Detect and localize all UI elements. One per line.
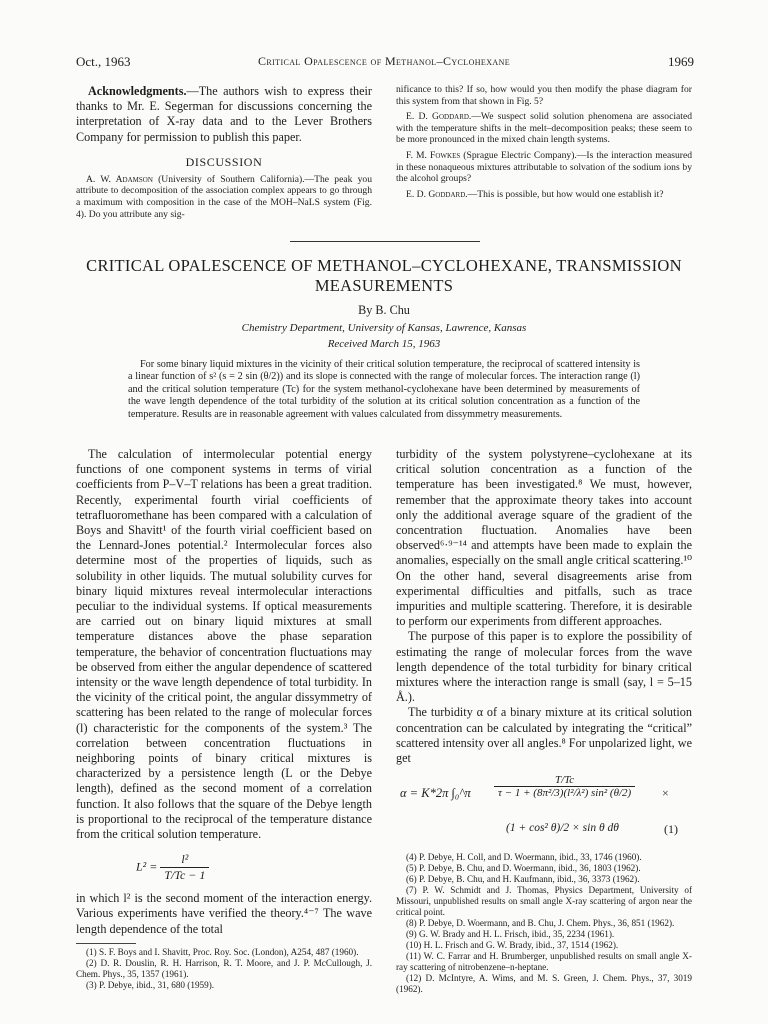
discussion-goddard-2: [396, 189, 692, 201]
equation-turbidity: [396, 772, 692, 850]
body-paragraph-turbidity: turbidity of the system polystyrene–cyclohexane at its critical solution concentration as a function of the temperature has been investigated.⁸ We must, however, remember that the approximate theory takes into account only the additional average square of the gradient of the concentration fluctuation. Anomalies have been observed⁶·⁹⁻¹⁴ and attempts have been made to explain the anomalies, especially on the small angle critical scattering.¹⁰ On the other hand, several disagreements arise from experimental difficulties and pitfalls, such as trace impurities and multiple scattering. Therefore, it is desirable to perform our experiments from different approaches.: [396, 447, 692, 629]
prev-article-left-column: [76, 84, 372, 224]
article-affiliation: Chemistry Department, University of Kansas, Lawrence, Kansas: [241, 322, 527, 334]
body-paragraph-turbidity-calc: The turbidity α of a binary mixture at its critical solution concentration can be calculated by integrating the “critical” scattered intensity over all angles.⁸ For unpolarized light, we get: [396, 705, 692, 766]
equation-numerator: l²: [160, 852, 209, 868]
discussion-fowkes: [396, 150, 692, 185]
footnote: (5) P. Debye, B. Chu, and D. Woermann, ibid., 36, 1803 (1962).: [406, 863, 641, 874]
footnote: (11) W. C. Farrar and H. Brumberger, unpublished results on small angle X-ray scattering of nitrobenzene–n-heptane.: [396, 951, 692, 973]
footnote: (10) H. L. Frisch and G. W. Brady, ibid., 37, 1514 (1962).: [406, 940, 619, 951]
footnotes-right: [396, 852, 692, 995]
article-separator-rule: [290, 241, 480, 242]
discussion-text: (Sprague Electric Company).—Is the interaction measured in these nonaqueous mixtures attributable to solvation of the sodium ions by the alcohol groups?: [396, 149, 692, 185]
body-paragraph-continued: in which l² is the second moment of the interaction energy. Various experiments have verified the theory.⁴⁻⁷ The wave length dependence of the total: [76, 891, 372, 936]
received-date: Received March 15, 1963: [327, 338, 441, 350]
equation-fraction: [160, 852, 209, 883]
footnotes-left: [76, 947, 372, 991]
discussion-text: .—This is possible, but how would one establish it?: [465, 188, 664, 200]
footnote: (6) P. Debye, B. Chu, and H. Kaufmann, ibid., 36, 3373 (1962).: [406, 874, 640, 885]
equation-number: (1): [664, 822, 678, 837]
page-number: 1969: [668, 54, 694, 69]
footnote: (7) P. W. Schmidt and J. Thomas, Physics Department, University of Missouri, unpublished results on small angle X-ray scattering of argon near the critical point.: [396, 885, 692, 918]
discussion-adamson: [76, 174, 372, 220]
equation-line-2: (1 + cos² θ)/2 × sin θ dθ: [506, 822, 619, 835]
equation-fraction: [494, 774, 635, 799]
footnote: (4) P. Debye, H. Coll, and D. Woermann, ibid., 33, 1746 (1960).: [406, 852, 642, 863]
footnote: (1) S. F. Boys and I. Shavitt, Proc. Roy. Soc. (London), A254, 487 (1960).: [86, 946, 359, 957]
acknowledgments-label: Acknowledgments.: [88, 84, 187, 98]
discussion-text: (University of Southern California).—The peak you attribute to decomposition of the association complex appears to go through a maximum with composition in the case of the MOH–NaLS system (Fig. 4). Do you attribute any sig-: [76, 173, 372, 220]
footnote: (3) P. Debye, ibid., 31, 680 (1959).: [86, 979, 215, 990]
discussion-adamson-cont: nificance to this? If so, how would you then modify the phase diagram for this system from that shown in Fig. 5?: [396, 84, 692, 107]
speaker-name: E. D. Goddard: [406, 111, 469, 123]
speaker-name: F. M. Fowkes: [406, 149, 461, 161]
acknowledgments-paragraph: [76, 84, 372, 145]
equation-numerator: T/Tc: [494, 774, 635, 787]
footnote: (12) D. McIntyre, A. Wims, and M. S. Green, J. Chem. Phys., 37, 3019 (1962).: [396, 973, 692, 995]
body-paragraph-purpose: The purpose of this paper is to explore the possibility of estimating the range of molecular forces from the wave length dependence of the total turbidity for binary critical mixtures where the interaction range is small (say, l = 5–15 Å.).: [396, 629, 692, 705]
speaker-name: E. D. Goddard: [406, 188, 466, 200]
equation-denominator: τ − 1 + (8π²/3)(l²/λ²) sin² (θ/2): [498, 787, 632, 800]
equation-times: ×: [662, 786, 669, 801]
speaker-name: A. W. Adamson: [86, 173, 153, 185]
discussion-goddard-1: [396, 111, 692, 146]
equation-denominator: T/Tc − 1: [164, 868, 206, 883]
footnote: (9) G. W. Brady and H. L. Frisch, ibid., 35, 2234 (1961).: [406, 929, 615, 940]
article-title: CRITICAL OPALESCENCE OF METHANOL–CYCLOHEXANE, TRANSMISSION MEASUREMENTS: [86, 256, 682, 295]
running-header-title: Critical Opalescence of Methanol–Cyclohexane: [257, 54, 511, 68]
equation-lhs: L² =: [136, 859, 158, 874]
discussion-text: .—We suspect solid solution phenomena are associated with the temperature shifts in the melt–decomposition peaks; these seem to be more pronounced in the mixed chain length systems.: [396, 111, 692, 146]
acknowledgments-text: —The authors wish to express their thanks to Mr. E. Segerman for discussions concerning the interpretation of X-ray data and to the Lever Brothers Company for permission to publish this paper.: [76, 84, 372, 144]
body-left-column: [76, 447, 372, 991]
abstract: For some binary liquid mixtures in the vicinity of their critical solution temperature, the reciprocal of scattered intensity is a linear function of s² (s = 2 sin (θ/2)) and its slope is connected with the range of molecular forces. The interaction range (l) and the critical solution temperature (Tc) for the system methanol-cyclohexane have been determined by measurements of the wave length dependence of the total turbidity of the solution at its critical solution concentration as a function of the temperature. Results are in reasonable agreement with values calculated from dissymmetry measurements.: [128, 359, 640, 420]
equation-lhs: α = K*2π ∫₀^π: [400, 786, 471, 801]
equation-debye-length: [136, 852, 372, 883]
footnote: (2) D. R. Douslin, R. H. Harrison, R. T. Moore, and J. P. McCullough, J. Chem. Phys., 35, 1357 (1961).: [76, 957, 372, 979]
footnote: (8) P. Debye, D. Woermann, and B. Chu, J. Chem. Phys., 36, 851 (1962).: [406, 918, 675, 929]
body-right-column: [396, 447, 692, 995]
footnote-rule: [76, 943, 136, 944]
discussion-heading: DISCUSSION: [185, 154, 263, 169]
running-header-date: Oct., 1963: [76, 54, 131, 69]
article-author: By B. Chu: [358, 303, 410, 317]
prev-article-right-column: [396, 84, 692, 204]
intro-paragraph: The calculation of intermolecular potential energy functions of one component systems in terms of virial coefficients from P–V–T relations has been a great tradition. Recently, experimental fourth virial coefficients of tetrafluoromethane has been compared with a calculation of Boys and Shavitt¹ of the fourth virial coefficient based on the Lennard-Jones potential.² Intermolecular forces also determine most of the properties of liquids, such as solubility in other liquids. The mutual solubility curves for binary liquid mixtures reveal intermolecular interactions peculiar to the individual systems. If optical measurements are carried out on binary liquid mixtures at small temperature distances above the phase separation temperature, the behavior of concentration fluctuations may be observed from either the angular dependence of scattered intensity or the wave length dependence of total turbidity. In the vicinity of the critical point, the angular dissymmetry of scattering has been related to the range of molecular forces (l) characteristic for the components of the system.³ The correlation between concentration fluctuations in neighboring points of binary critical mixtures is characterized by a persistence length (L or the Debye length), defined as the second moment of a correlation function. It also follows that the square of the Debye length is proportional to the reciprocal of the temperature distance from the critical solution temperature.: [76, 447, 372, 842]
